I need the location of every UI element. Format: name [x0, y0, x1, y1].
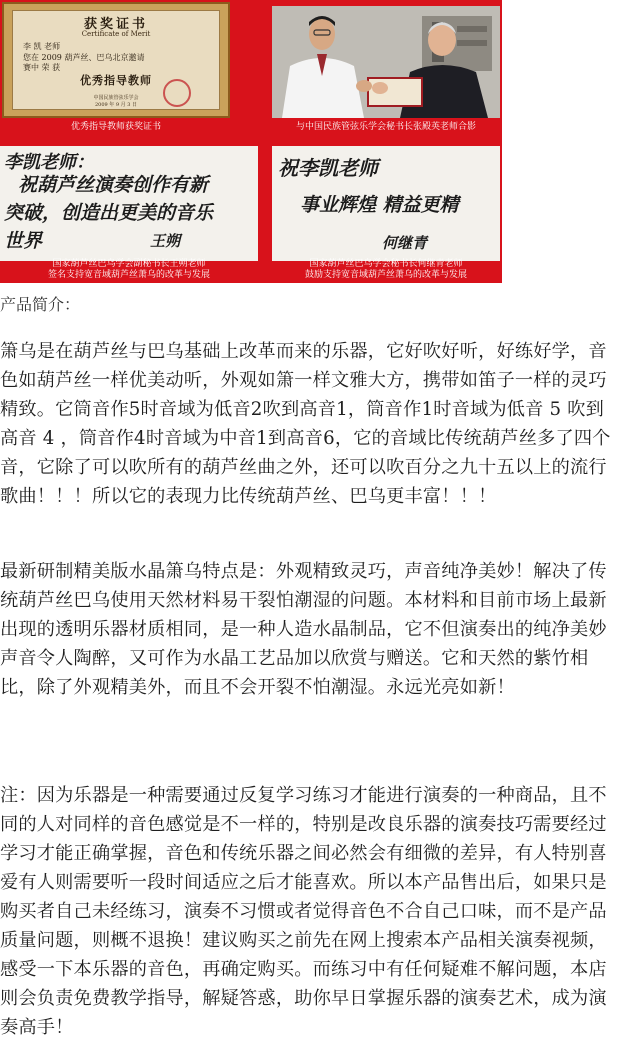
calligraphy-left	[0, 146, 258, 261]
photo-caption: 与中国民族管弦乐学会秘书长张殿英老师合影	[295, 122, 476, 132]
handwriting-signature: 何继青	[382, 234, 428, 252]
certificate-text-line: 您在 2009 葫芦丝、巴乌北京邀请	[23, 53, 145, 62]
certificate-paper	[12, 10, 220, 110]
image-banner	[0, 0, 502, 283]
certificate-title: 获奖证书	[83, 17, 148, 32]
certificate-caption: 优秀指导教师获奖证书	[70, 122, 161, 132]
handwriting-signature: 王朔	[150, 232, 181, 250]
section-title: 产品简介：	[0, 295, 81, 314]
handshake-photo	[272, 6, 500, 118]
certificate-award: 优秀指导教师	[80, 74, 152, 87]
photo-illustration	[272, 6, 500, 118]
intro-paragraph: 箫乌是在葫芦丝与巴乌基础上改革而来的乐器，它好吹好听，好练好学，音色如葫芦丝一样优美动听，外观如箫一样文雅大方，携带如笛子一样的灵巧精致。它筒音作5时音域为低音2吹到高音1，筒音作1时音域为低音 5 吹到高音 4 ，筒音作4时音域为中音1到高音6，它的音域比传统葫芦丝多了四个音，它除了可以吹所有的葫芦丝曲之外，还可以吹百分之九十五以上的流行歌曲！！！所以它的表现力比传统葫芦丝、巴乌更丰富！！！	[0, 341, 611, 507]
certificate-date: 2009 年 9 月 3 日	[94, 102, 138, 108]
certificate-issuer: 中国民族管弦乐学会	[93, 95, 139, 101]
calligraphy-right-caption: 鼓励支持宽音域葫芦丝萧乌的改革与发展	[304, 270, 467, 280]
handwriting-line: 祝李凯老师	[278, 156, 378, 180]
note-paragraph: 注：因为乐器是一种需要通过反复学习练习才能进行演奏的一种商品，且不同的人对同样的音色感觉是不一样的，特别是改良乐器的演奏技巧需要经过学习才能正确掌握，音色和传统乐器之间必然会有细微的差异，有人特别喜爱有人则需要听一段时间适应之后才能喜欢。所以本产品售出后，如果只是购买者自己未经练习，演奏不习惯或者觉得音色不合自己口味，而不是产品质量问题，则概不退换！建议购买之前先在网上搜索本产品相关演奏视频，感受一下本乐器的音色，再确定购买。而练习中有任何疑难不解问题，本店则会负责免费教学指导，解疑答惑，助你早日掌握乐器的演奏艺术，成为演奏高手！	[0, 785, 607, 1038]
seal-stamp-icon	[163, 79, 191, 107]
calligraphy-right	[272, 146, 500, 261]
certificate-image	[2, 2, 230, 118]
calligraphy-right-caption: 国家葫芦丝巴乌学会秘书长何继青老师	[309, 259, 463, 269]
handwriting-line: 事业辉煌 精益更精	[300, 194, 459, 216]
certificate-subtitle: Certificate of Merit	[81, 30, 151, 38]
handwriting-line: 世界	[4, 230, 43, 252]
certificate-recipient: 李 凯 老师	[23, 42, 61, 51]
calligraphy-left-caption: 签名支持宽音域葫芦丝萧乌的改革与发展	[47, 270, 210, 280]
certificate-text-line: 赛中 荣 获	[23, 63, 61, 72]
handwriting-line: 突破，创造出更美的音乐	[4, 202, 214, 224]
handwriting-line: 祝葫芦丝演奏创作有新	[18, 174, 209, 196]
features-paragraph: 最新研制精美版水晶箫乌特点是：外观精致灵巧，声音纯净美妙！解决了传统葫芦丝巴乌使用天然材料易干裂怕潮湿的问题。本材料和目前市场上最新出现的透明乐器材质相同，是一种人造水晶制品，它不但演奏出的纯净美妙声音令人陶醉，又可作为水晶工艺品加以欣赏与赠送。它和天然的紫竹相比，除了外观精美外，而且不会开裂不怕潮湿。永远光亮如新！	[0, 561, 607, 698]
handwriting-line: 李凯老师：	[4, 152, 94, 173]
calligraphy-left-caption: 国家葫芦丝巴乌学会副秘书长王朔老师	[52, 259, 206, 269]
